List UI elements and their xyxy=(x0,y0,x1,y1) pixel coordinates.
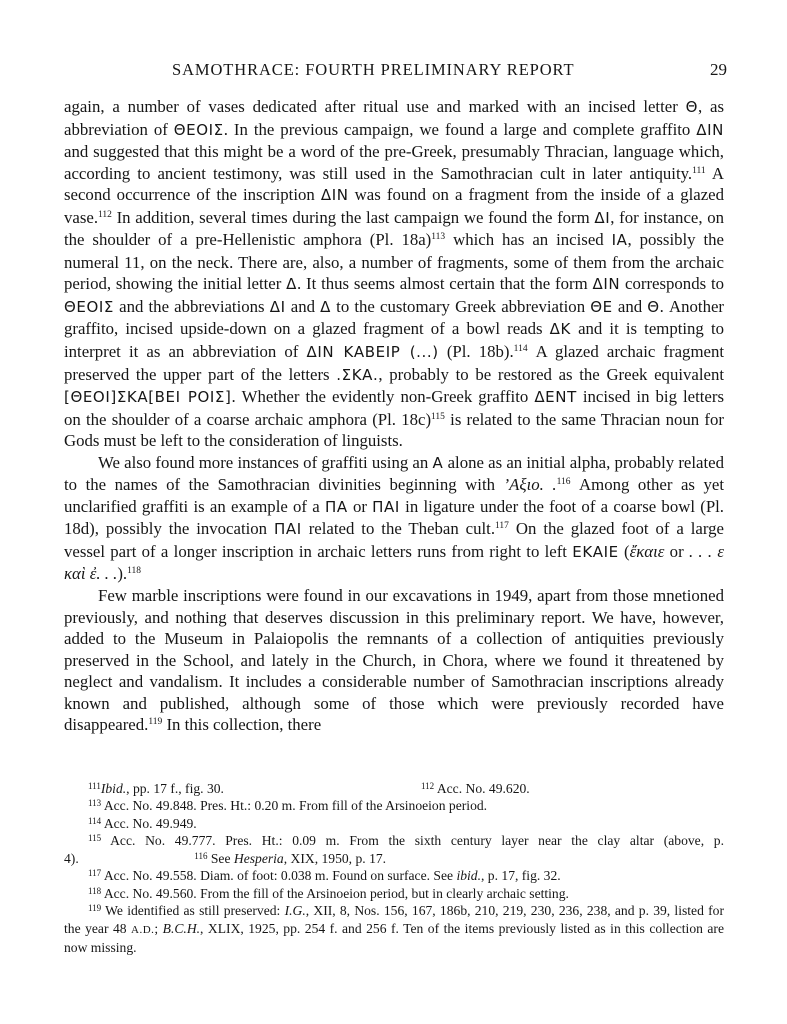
footnote-114 xyxy=(64,815,724,832)
text-run: We also found more instances of graffiti using an xyxy=(98,452,433,472)
text-run: , probably to be restored as the Greek equivalent xyxy=(378,364,725,384)
text-run: , possibly the numeral 11, on the neck. There are, also, a number of fragments, some of them from the archaic period, showing the initial letter xyxy=(64,230,724,294)
footnote-italic: Hesperia xyxy=(233,850,284,866)
footnote-113 xyxy=(64,797,724,814)
greek-inscription: Θ xyxy=(685,98,699,116)
footnotes xyxy=(64,780,724,957)
greek-inscription: ΕΚΑΙΕ xyxy=(572,542,619,561)
text-run: corresponds to xyxy=(620,274,724,294)
footnote-text: Acc. No. 49.558. Diam. of foot: 0.038 m. Found on surface. See xyxy=(103,868,457,884)
footnote-italic: Ibid. xyxy=(100,781,127,796)
text-run: in ligature under the foot of a coarse bowl (Pl. 18d), possibly the invocation xyxy=(64,496,725,539)
text-run: Few marble inscriptions were found in our excavations in 1949, apart from those mnetioned previously, and nothing that deserves discussion in this preliminary report. We have, however, added to the Museum in Palaiopolis the remnants of a collection of antiquities previously preserved in the School, and lately in the Church, in Chora, where we found it threatened by neglect and vandalism. It includes a considerable number of Samothracian inscriptions already known and published, although some of those which were previously recorded have disappeared. xyxy=(64,586,724,735)
text-run: or xyxy=(664,541,689,561)
footnote-ref[interactable]: 115 xyxy=(431,411,445,422)
paragraph-2 xyxy=(64,452,724,585)
footnote-text: Acc. No. 49.620. xyxy=(436,781,530,796)
greek-inscription: ΔΚ xyxy=(549,320,571,339)
text-run: again, a number of vases dedicated after ritual use and marked with an incised letter xyxy=(64,97,686,116)
text-run: , as abbreviation of xyxy=(64,97,724,139)
greek-inscription: [ΘΕΟΙ]ΣΚΑ[ΒΕΙ ΡΟΙΣ] xyxy=(64,388,232,407)
paragraph-3 xyxy=(64,585,724,736)
text-run: ). xyxy=(117,564,128,584)
footnote-text: ; xyxy=(154,920,163,936)
footnote-117 xyxy=(64,867,724,884)
footnote-116 xyxy=(194,851,386,866)
footnote-112 xyxy=(421,780,530,797)
text-run: was found on a fragment from the inside of a glazed vase. xyxy=(64,185,724,227)
footnote-number: 117 xyxy=(88,868,102,879)
greek-word: . . . ε καὶ ἐ. . . xyxy=(64,541,724,584)
text-run: (Pl. 18b). xyxy=(438,342,514,362)
greek-inscription: ΔΙ xyxy=(594,208,611,227)
footnote-119 xyxy=(64,902,724,956)
footnote-text: , XIX, 1950, p. 17. xyxy=(283,850,387,866)
greek-inscription: ΘΕΟΙΣ xyxy=(64,297,114,316)
greek-inscription: ΙΑ xyxy=(611,231,628,250)
footnote-text: , XII, 8, Nos. 156, 167, 186b, 210, 219, 230, 236, 238, and p. 39, listed for the year 48 xyxy=(64,903,724,936)
footnote-text: We identified as still preserved: xyxy=(105,903,285,919)
running-head: SAMOTHRACE: FOURTH PRELIMINARY REPORT xyxy=(172,60,575,79)
greek-inscription: ΔΙΝ xyxy=(320,186,349,205)
text-run: In addition, several times during the last campaign we found the form xyxy=(111,207,595,227)
footnote-text: Acc. No. 49.949. xyxy=(103,815,197,831)
text-run: In this collection, there xyxy=(162,715,322,735)
footnote-ref[interactable]: 112 xyxy=(98,209,112,220)
text-run: alone as an initial alpha, probably related to the names of the Samothracian divinities beginning with xyxy=(64,452,724,495)
greek-inscription: ΘΕ xyxy=(590,297,613,316)
footnote-italic: B.C.H. xyxy=(162,920,201,936)
text-run: . Whether the evidently non-Greek graffito xyxy=(231,387,535,407)
greek-word: ’Αξιο. . xyxy=(503,475,557,495)
footnote-italic: ibid. xyxy=(456,868,481,884)
text-run: , for instance, on the shoulder of a pre-Hellenistic amphora (Pl. 18a) xyxy=(64,207,724,250)
footnote-text: , XLIX, 1925, pp. 254 f. and 256 f. Ten of the items previously listed as in this collection are now missing. xyxy=(64,920,724,956)
text-run: Among other as yet unclarified graffiti is an example of a xyxy=(64,475,724,516)
text-run: . Another graffito, incised upside-down on a glazed fragment of a bowl reads xyxy=(64,296,725,339)
footnote-text: , p. 17, fig. 32. xyxy=(481,868,561,884)
text-run: is related to the same Thracian noun for Gods must be left to the consideration of linguists. xyxy=(64,409,724,451)
greek-inscription: ΔΙ xyxy=(269,297,286,316)
text-run: and suggested that this might be a word of the pre-Greek, presumably Thracian, language which, according to ancient testimony, was still used in the Samothracian cult in later antiquity. xyxy=(64,142,724,183)
footnote-number: 114 xyxy=(88,815,102,826)
greek-inscription: .ΣΚΑ. xyxy=(336,365,379,384)
footnote-number: 118 xyxy=(88,885,102,896)
footnote-number: 116 xyxy=(194,850,208,861)
footnote-italic: I.G. xyxy=(284,903,306,919)
greek-inscription: ΠΑΙ xyxy=(274,520,302,539)
greek-inscription: ΠΑ xyxy=(324,497,348,516)
footnote-number: 119 xyxy=(88,903,102,914)
greek-inscription: ΔΙΝ xyxy=(696,120,724,139)
text-run: A glazed archaic fragment preserved the upper part of the letters xyxy=(64,342,724,384)
text-run: related to the Theban cult. xyxy=(301,519,496,539)
footnote-ref[interactable]: 117 xyxy=(495,521,509,532)
greek-inscription: Δ xyxy=(286,275,298,294)
footnote-text: Acc. No. 49.848. Pres. Ht.: 0.20 m. From fill of the Arsinoeion period. xyxy=(103,798,488,814)
footnote-ref[interactable]: 119 xyxy=(148,717,163,728)
greek-inscription: ΠΑΙ xyxy=(372,497,400,516)
text-run: and xyxy=(285,296,321,316)
footnote-text: Acc. No. 49.560. From the fill of the Arsinoeion period, but in clearly archaic setting. xyxy=(103,885,569,901)
footnote-text: See xyxy=(210,850,234,866)
text-run: A second occurrence of the inscription xyxy=(64,163,724,205)
text-run: ( xyxy=(618,541,630,561)
text-run: or xyxy=(347,496,373,516)
footnote-row xyxy=(64,780,724,797)
main-text xyxy=(64,96,724,736)
text-run: . In the previous campaign, we found a large and complete graffito xyxy=(223,119,697,139)
greek-inscription: ΔΙΝ ΚΑΒΕΙΡ (...) xyxy=(306,343,439,362)
page-number: 29 xyxy=(710,60,727,79)
footnote-number: 113 xyxy=(88,798,102,809)
greek-word: ἔκαιε xyxy=(629,541,665,561)
paragraph-1 xyxy=(64,96,724,452)
greek-inscription: Θ xyxy=(647,297,660,316)
footnote-111 xyxy=(88,780,224,797)
greek-inscription: ΘΕΟΙΣ xyxy=(173,120,224,139)
footnote-ref[interactable]: 111 xyxy=(692,165,706,176)
text-run: incised in big letters on the shoulder of a coarse archaic amphora (Pl. 18c) xyxy=(64,387,724,429)
footnote-text: , pp. 17 f., fig. 30. xyxy=(126,781,224,796)
footnote-115 xyxy=(64,832,724,867)
footnote-118 xyxy=(64,885,724,902)
footnote-smallcaps: A.D. xyxy=(131,923,155,936)
text-run: to the customary Greek abbreviation xyxy=(331,296,591,316)
footnote-number: 115 xyxy=(88,833,102,844)
text-run: and xyxy=(612,296,648,316)
text-run: . It thus seems almost certain that the form xyxy=(297,274,593,294)
text-run: which has an incised xyxy=(445,230,612,250)
footnote-number: 111 xyxy=(88,781,101,791)
text-run: and it is tempting to interpret it as an abbreviation of xyxy=(64,319,724,362)
text-run: On the glazed foot of a large vessel part of a longer inscription in archaic letters runs from right to left xyxy=(64,519,724,561)
footnote-ref[interactable]: 118 xyxy=(127,566,142,577)
footnote-ref[interactable]: 116 xyxy=(556,477,571,488)
footnote-ref[interactable]: 114 xyxy=(513,344,528,355)
footnote-ref[interactable]: 113 xyxy=(431,232,446,243)
page-header xyxy=(64,60,727,84)
greek-inscription: Δ xyxy=(320,297,332,316)
greek-inscription: Α xyxy=(432,453,444,472)
greek-inscription: ΔΙΝ xyxy=(592,275,621,294)
text-run: and the abbreviations xyxy=(114,296,270,316)
footnote-number: 112 xyxy=(421,781,435,791)
footnote-text: Acc. No. 49.777. Pres. Ht.: 0.09 m. From the sixth century layer near the clay altar (above, p. 4). xyxy=(64,833,724,866)
greek-inscription: ΔΕΝΤ xyxy=(534,388,577,407)
